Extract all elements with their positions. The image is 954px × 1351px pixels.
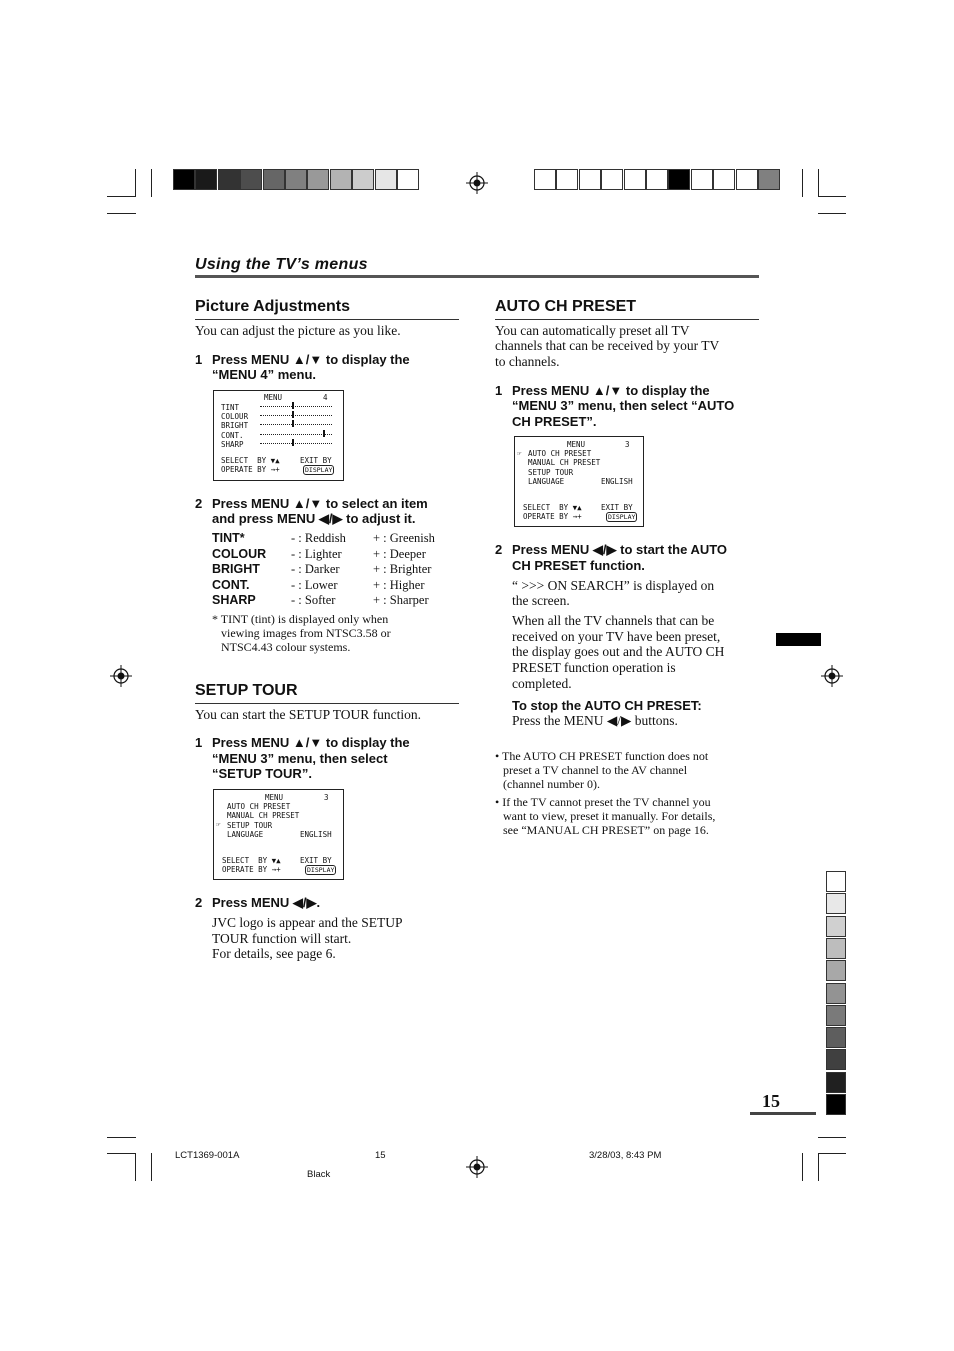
osd-title: MENU: [264, 393, 283, 402]
side-tab-swatch: [826, 938, 846, 959]
step-text: CH PRESET”.: [512, 414, 597, 429]
osd-exit-hint: EXIT BY: [300, 856, 332, 865]
auto-intro: to channels.: [495, 354, 560, 369]
osd-level-bar: [260, 424, 332, 425]
table-minus: - : Lighter: [291, 547, 342, 561]
color-swatch: [173, 169, 195, 190]
osd-title: MENU: [567, 440, 586, 449]
osd-item-sharp: SHARP: [221, 440, 244, 449]
step-number: 1: [195, 352, 203, 367]
color-swatch: [285, 169, 307, 190]
page-number: 15: [762, 1091, 780, 1111]
side-tab-swatch: [826, 983, 846, 1004]
step-text: Press MENU ◀/▶ to start the AUTO: [512, 542, 728, 557]
footer-date: 3/28/03, 8:43 PM: [589, 1150, 662, 1161]
color-swatch: [375, 169, 397, 190]
note-bullet: • If the TV cannot preset the TV channel you: [495, 795, 711, 809]
step-number: 2: [195, 895, 203, 910]
side-tab-swatch: [826, 1049, 846, 1070]
pointing-hand-icon: ☞: [216, 820, 221, 829]
step-text: “SETUP TOUR”.: [212, 766, 312, 781]
osd-operate-hint: OPERATE BY →+: [221, 465, 280, 474]
table-item-name: BRIGHT: [212, 562, 260, 576]
table-plus: + : Brighter: [373, 562, 432, 576]
section-rule: [195, 319, 459, 320]
side-tab-swatch: [826, 1094, 846, 1115]
osd-item: AUTO CH PRESET: [227, 802, 291, 811]
osd-display-button: DISPLAY: [608, 513, 636, 521]
crop-mark: [818, 196, 846, 197]
registration-mark-icon: [821, 665, 843, 687]
heading-rule: [195, 275, 759, 278]
crop-mark: [818, 1137, 846, 1138]
side-tab-swatch: [826, 1027, 846, 1048]
crop-mark: [135, 1153, 136, 1181]
stop-text: Press the MENU ◀/▶ buttons.: [512, 713, 678, 728]
page-number-rule: [750, 1112, 816, 1115]
crop-mark: [135, 169, 136, 197]
step-text: Press MENU ▲/▼ to display the: [212, 735, 410, 750]
picture-intro: You can adjust the picture as you like.: [195, 323, 401, 338]
section-title-setup-tour: SETUP TOUR: [195, 682, 298, 699]
osd-item: MANUAL CH PRESET: [227, 811, 300, 820]
side-tab-swatch: [826, 893, 846, 914]
step-text: and press MENU ◀/▶ to adjust it.: [212, 511, 416, 526]
osd-title: MENU: [265, 793, 284, 802]
crop-mark: [818, 169, 819, 197]
note-bullet: see “MANUAL CH PRESET” on page 16.: [503, 823, 709, 837]
osd-operate-hint: OPERATE BY →+: [523, 512, 582, 521]
note-bullet: (channel number 0).: [503, 777, 600, 791]
side-tab-swatch: [826, 871, 846, 892]
color-swatch: [646, 169, 668, 190]
step-text: “MENU 3” menu, then select: [212, 751, 388, 766]
crop-mark: [107, 1153, 136, 1154]
table-plus: + : Deeper: [373, 547, 426, 561]
osd-level-marker: [292, 402, 294, 409]
color-swatch: [352, 169, 374, 190]
step-text: Press MENU ▲/▼ to display the: [512, 383, 710, 398]
osd-item-tint: TINT: [221, 403, 240, 412]
color-swatch: [691, 169, 713, 190]
color-swatch: [263, 169, 285, 190]
color-swatch: [307, 169, 329, 190]
side-tab-swatch: [826, 960, 846, 981]
color-swatch: [736, 169, 758, 190]
color-swatch: [668, 169, 690, 190]
crop-mark: [151, 169, 152, 197]
color-swatch: [195, 169, 217, 190]
step-number: 2: [195, 496, 203, 511]
note-bullet: • The AUTO CH PRESET function does not: [495, 749, 709, 763]
osd-item: LANGUAGE: [227, 830, 264, 839]
completion-text: received on your TV have been preset,: [512, 629, 721, 644]
pointing-hand-icon: ☞: [517, 449, 522, 458]
osd-level-bar: [260, 443, 332, 444]
osd-level-marker: [292, 420, 294, 427]
osd-menu-3-setup: [213, 789, 344, 880]
color-swatch: [534, 169, 556, 190]
color-swatch: [556, 169, 578, 190]
step-text: “MENU 4” menu.: [212, 367, 317, 382]
crop-mark: [818, 1153, 819, 1181]
search-message: the screen.: [512, 593, 570, 608]
crop-mark: [802, 1153, 803, 1181]
registration-mark-icon: [110, 665, 132, 687]
step-text: CH PRESET function.: [512, 558, 645, 573]
crop-mark: [818, 1153, 846, 1154]
osd-level-marker: [292, 439, 294, 446]
section-rule: [195, 703, 459, 704]
color-swatch: [601, 169, 623, 190]
osd-item-colour: COLOUR: [221, 412, 249, 421]
table-plus: + : Greenish: [373, 531, 435, 545]
osd-select-hint: SELECT BY ▼▲: [222, 856, 281, 865]
osd-display-button: DISPLAY: [307, 866, 335, 874]
section-title-picture: Picture Adjustments: [195, 298, 350, 315]
tint-footnote: NTSC4.43 colour systems.: [221, 640, 351, 654]
osd-level-bar: [260, 406, 332, 407]
table-item-name: COLOUR: [212, 547, 267, 561]
table-item-name: CONT.: [212, 578, 250, 592]
osd-language-value: ENGLISH: [300, 830, 332, 839]
osd-menu-number: 3: [324, 793, 329, 802]
setup-result: JVC logo is appear and the SETUP: [212, 915, 403, 930]
osd-level-marker: [292, 411, 294, 418]
footer-code: LCT1369-001A: [175, 1150, 240, 1161]
osd-menu-number: 4: [323, 393, 328, 402]
osd-level-bar: [260, 434, 332, 435]
auto-intro: channels that can be received by your TV: [495, 338, 720, 353]
side-tab-swatch: [826, 1072, 846, 1093]
crop-mark: [107, 196, 136, 197]
step-text: Press MENU ◀/▶.: [212, 895, 321, 910]
crop-mark: [802, 169, 803, 197]
osd-level-marker: [323, 430, 325, 437]
step-number: 1: [195, 735, 203, 750]
section-rule: [495, 319, 759, 320]
tint-footnote: * TINT (tint) is displayed only when: [212, 612, 389, 626]
note-bullet: want to view, preset it manually. For details,: [503, 809, 716, 823]
footer-color: Black: [307, 1169, 331, 1180]
table-minus: - : Darker: [291, 562, 340, 576]
step-text: “MENU 3” menu, then select “AUTO: [512, 398, 735, 413]
crop-mark: [151, 1153, 152, 1181]
table-minus: - : Reddish: [291, 531, 346, 545]
osd-item: SETUP TOUR: [528, 468, 574, 477]
table-minus: - : Softer: [291, 593, 336, 607]
osd-item-bright: BRIGHT: [221, 421, 249, 430]
osd-level-bar: [260, 415, 332, 416]
color-swatch: [240, 169, 262, 190]
osd-item-cont: CONT.: [221, 431, 244, 440]
tint-footnote: viewing images from NTSC3.58 or: [221, 626, 391, 640]
table-item-name: SHARP: [212, 593, 256, 607]
registration-mark-icon: [466, 172, 488, 194]
step-text: Press MENU ▲/▼ to select an item: [212, 496, 428, 511]
crop-mark: [818, 213, 846, 214]
osd-select-hint: SELECT BY ▼▲: [221, 456, 280, 465]
stop-title: To stop the AUTO CH PRESET:: [512, 698, 702, 713]
osd-exit-hint: EXIT BY: [601, 503, 633, 512]
osd-display-button: DISPLAY: [305, 466, 333, 474]
chapter-tab-marker: [776, 633, 821, 646]
registration-mark-icon: [466, 1156, 488, 1178]
step-text: Press MENU ▲/▼ to display the: [212, 352, 410, 367]
osd-operate-hint: OPERATE BY →+: [222, 865, 281, 874]
color-swatch: [579, 169, 601, 190]
crop-mark: [107, 1137, 136, 1138]
side-tab-swatch: [826, 916, 846, 937]
color-swatch: [218, 169, 240, 190]
step-number: 1: [495, 383, 503, 398]
completion-text: When all the TV channels that can be: [512, 613, 715, 628]
step-number: 2: [495, 542, 503, 557]
note-bullet: preset a TV channel to the AV channel: [503, 763, 688, 777]
osd-item: MANUAL CH PRESET: [528, 458, 601, 467]
osd-item: LANGUAGE: [528, 477, 565, 486]
osd-item-selected: SETUP TOUR: [227, 821, 273, 830]
setup-result: TOUR function will start.: [212, 931, 352, 946]
side-tab-swatch: [826, 1005, 846, 1026]
color-swatch: [397, 169, 419, 190]
setup-result: For details, see page 6.: [212, 946, 336, 961]
crop-mark: [107, 213, 136, 214]
footer-page: 15: [375, 1150, 386, 1161]
osd-exit-hint: EXIT BY: [300, 456, 332, 465]
page-heading: Using the TV’s menus: [195, 256, 368, 273]
setup-intro: You can start the SETUP TOUR function.: [195, 707, 421, 722]
osd-language-value: ENGLISH: [601, 477, 633, 486]
osd-menu-number: 3: [625, 440, 630, 449]
table-item-name: TINT*: [212, 531, 245, 545]
table-plus: + : Higher: [373, 578, 425, 592]
color-swatch: [758, 169, 780, 190]
table-plus: + : Sharper: [373, 593, 429, 607]
table-minus: - : Lower: [291, 578, 338, 592]
search-message: “ >>> ON SEARCH” is displayed on: [512, 578, 715, 593]
completion-text: completed.: [512, 676, 572, 691]
color-swatch: [713, 169, 735, 190]
osd-select-hint: SELECT BY ▼▲: [523, 503, 582, 512]
completion-text: the display goes out and the AUTO CH: [512, 644, 725, 659]
completion-text: PRESET function operation is: [512, 660, 676, 675]
section-title-auto-ch-preset: AUTO CH PRESET: [495, 298, 637, 315]
color-swatch: [330, 169, 352, 190]
color-swatch: [624, 169, 646, 190]
osd-item-selected: AUTO CH PRESET: [528, 449, 592, 458]
auto-intro: You can automatically preset all TV: [495, 323, 690, 338]
osd-menu-3-auto: [514, 436, 644, 527]
osd-menu-4: [213, 390, 344, 481]
